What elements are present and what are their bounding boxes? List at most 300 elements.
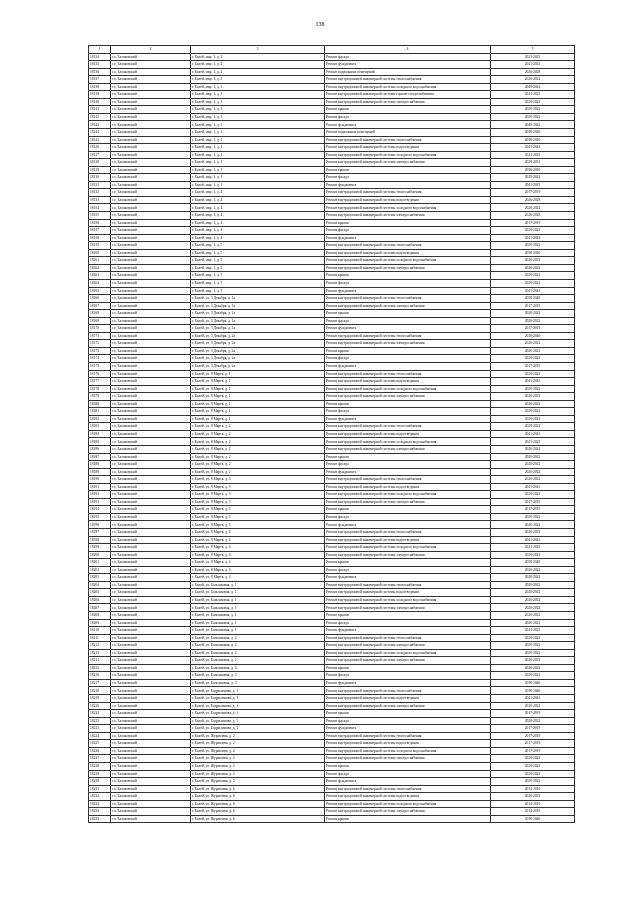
table-row	[89, 521, 575, 529]
address-cell: г. Балей, ул. 8 Марта, д. 4	[191, 544, 325, 552]
work-type-cell: Ремонт внутридомовой инженерной системы холодного водоснабжения	[325, 257, 491, 265]
municipality-cell: г.о. Балаковский	[111, 559, 191, 567]
row-number-cell: 18157	[89, 227, 111, 235]
address-cell: г. Балей, ул. 3 Декабря, д. 1а	[191, 302, 325, 310]
row-number-cell: 18197	[89, 529, 111, 537]
municipality-cell: г.о. Балаковский	[111, 76, 191, 84]
period-cell: 2020-2022	[491, 702, 575, 710]
table-row	[89, 536, 575, 544]
work-type-cell: Ремонт внутридомовой инженерной системы холодного водоснабжения	[325, 800, 491, 808]
row-number-cell: 18171	[89, 332, 111, 340]
period-cell: 2023-2025	[491, 91, 575, 99]
municipality-cell: г.о. Балаковский	[111, 612, 191, 620]
period-cell: 2020-2022	[491, 347, 575, 355]
row-number-cell: 18156	[89, 219, 111, 227]
table-row	[89, 793, 575, 801]
municipality-cell: г.о. Балаковский	[111, 355, 191, 363]
work-type-cell: Ремонт фундамента	[325, 325, 491, 333]
work-type-cell: Ремонт внутридомовой инженерной системы водоотведения	[325, 536, 491, 544]
table-body	[89, 53, 575, 823]
period-cell: 2020-2022	[491, 755, 575, 763]
address-cell: г. Балей, ул. 8 Марта, д. 4	[191, 574, 325, 582]
municipality-cell: г.о. Балаковский	[111, 740, 191, 748]
period-cell: 2038-2040	[491, 679, 575, 687]
work-type-cell: Ремонт фасада	[325, 408, 491, 416]
work-type-cell: Ремонт фасада	[325, 113, 491, 121]
address-cell: г. Балей, ул. 8 Марта, д. 1	[191, 385, 325, 393]
row-number-cell: 18179	[89, 393, 111, 401]
municipality-cell: г.о. Балаковский	[111, 619, 191, 627]
work-type-cell: Ремонт фасада	[325, 279, 491, 287]
table-row	[89, 430, 575, 438]
table-row	[89, 249, 575, 257]
municipality-cell: г.о. Балаковский	[111, 664, 191, 672]
work-type-cell: Ремонт фундамента	[325, 287, 491, 295]
address-cell: г. Балей, ул. 8 Марта, д. 2	[191, 430, 325, 438]
address-cell: г. Балей, ул. Бальзаковая, д. 1	[191, 589, 325, 597]
municipality-cell: г.о. Балаковский	[111, 370, 191, 378]
row-number-cell: 18201	[89, 559, 111, 567]
work-type-cell: Ремонт крыши	[325, 612, 491, 620]
address-cell: г. Балей, мкр. 1, д. 4	[191, 234, 325, 242]
row-number-cell: 18144	[89, 129, 111, 137]
row-number-cell: 18166	[89, 295, 111, 303]
work-type-cell: Ремонт внутридомовой инженерной системы холодного водоснабжения	[325, 747, 491, 755]
work-type-cell: Ремонт внутридомовой инженерной системы водоотведения	[325, 483, 491, 491]
municipality-cell: г.о. Балаковский	[111, 679, 191, 687]
table-row	[89, 61, 575, 69]
table-row	[89, 91, 575, 99]
table-row	[89, 196, 575, 204]
work-type-cell: Ремонт крыши	[325, 310, 491, 318]
work-type-cell: Ремонт фасада	[325, 227, 491, 235]
address-cell: г. Балей, ул. 8 Марта, д. 3	[191, 491, 325, 499]
row-number-cell: 18155	[89, 212, 111, 220]
period-cell: 2020-2022	[491, 619, 575, 627]
work-type-cell: Ремонт внутридомовой инженерной системы теплоснабжения	[325, 189, 491, 197]
work-type-cell: Ремонт подвальных помещений	[325, 129, 491, 137]
address-cell: г. Балей, мкр. 1, д. 5	[191, 279, 325, 287]
work-type-cell: Ремонт крыши	[325, 106, 491, 114]
address-cell: г. Балей, ул. 8 Марта, д. 4	[191, 559, 325, 567]
work-type-cell: Ремонт внутридомовой инженерной системы водоотведения	[325, 695, 491, 703]
municipality-cell: г.о. Балаковский	[111, 317, 191, 325]
municipality-cell: г.о. Балаковский	[111, 279, 191, 287]
row-number-cell: 18165	[89, 287, 111, 295]
table-row	[89, 370, 575, 378]
row-number-cell: 18178	[89, 385, 111, 393]
address-cell: г. Балей, ул. Бальзаковая, д. 1	[191, 612, 325, 620]
municipality-cell: г.о. Балаковский	[111, 695, 191, 703]
work-type-cell: Ремонт внутридомовой инженерной системы электроснабжения	[325, 159, 491, 167]
table-row	[89, 408, 575, 416]
table-row	[89, 121, 575, 129]
municipality-cell: г.о. Балаковский	[111, 476, 191, 484]
address-cell: г. Балей, ул. Журавлева, д. 2	[191, 732, 325, 740]
table-row	[89, 468, 575, 476]
table-row	[89, 83, 575, 91]
work-type-cell: Ремонт внутридомовой инженерной системы теплоснабжения	[325, 370, 491, 378]
municipality-cell: г.о. Балаковский	[111, 166, 191, 174]
table-row	[89, 770, 575, 778]
work-type-cell: Ремонт внутридомовой инженерной системы горячего водоснабжения	[325, 91, 491, 99]
row-number-cell: 18233	[89, 800, 111, 808]
address-cell: г. Балей, ул. Бодрилинова, д. 1	[191, 702, 325, 710]
period-cell: 2041-2043	[491, 144, 575, 152]
address-cell: г. Балей, ул. 8 Марта, д. 2	[191, 445, 325, 453]
address-cell: г. Балей, ул. Бальзаковая, д. 1	[191, 627, 325, 635]
period-cell: 2020-2022	[491, 355, 575, 363]
address-cell: г. Балей, мкр. 1, д. 1	[191, 151, 325, 159]
work-type-cell: Ремонт внутридомовой инженерной системы теплоснабжения	[325, 634, 491, 642]
row-number-cell: 18182	[89, 415, 111, 423]
work-type-cell: Ремонт внутридомовой инженерной системы электроснабжения	[325, 393, 491, 401]
table-row	[89, 717, 575, 725]
period-cell: 2020-2022	[491, 762, 575, 770]
page-number: 138	[315, 22, 325, 28]
work-type-cell: Ремонт внутридомовой инженерной системы теплоснабжения	[325, 295, 491, 303]
municipality-cell: г.о. Балаковский	[111, 710, 191, 718]
work-type-cell: Ремонт фасада	[325, 770, 491, 778]
period-cell: 2041-2043	[491, 483, 575, 491]
table-row	[89, 151, 575, 159]
period-cell: 2020-2022	[491, 672, 575, 680]
municipality-cell: г.о. Балаковский	[111, 91, 191, 99]
municipality-cell: г.о. Балаковский	[111, 574, 191, 582]
address-cell: г. Балей, ул. Бальзаковая, д. 1	[191, 619, 325, 627]
row-number-cell: 18202	[89, 566, 111, 574]
municipality-cell: г.о. Балаковский	[111, 257, 191, 265]
municipality-cell: г.о. Балаковский	[111, 385, 191, 393]
municipality-cell: г.о. Балаковский	[111, 627, 191, 635]
period-cell: 2041-2043	[491, 287, 575, 295]
municipality-cell: г.о. Балаковский	[111, 513, 191, 521]
table-row	[89, 815, 575, 823]
period-cell: 2026-2028	[491, 212, 575, 220]
municipality-cell: г.о. Балаковский	[111, 468, 191, 476]
row-number-cell: 18176	[89, 370, 111, 378]
work-type-cell: Ремонт крыши	[325, 400, 491, 408]
address-cell: г. Балей, ул. Бодрилинова, д. 1	[191, 710, 325, 718]
row-number-cell: 18231	[89, 785, 111, 793]
table-row	[89, 166, 575, 174]
period-cell: 2038-2040	[491, 815, 575, 823]
municipality-cell: г.о. Балаковский	[111, 634, 191, 642]
row-number-cell: 18228	[89, 762, 111, 770]
address-cell: г. Балей, мкр. 1, д. 5	[191, 249, 325, 257]
work-type-cell: Ремонт фундамента	[325, 362, 491, 370]
municipality-cell: г.о. Балаковский	[111, 498, 191, 506]
column-header: 5	[491, 46, 575, 54]
municipality-cell: г.о. Балаковский	[111, 596, 191, 604]
work-type-cell: Ремонт крыши	[325, 272, 491, 280]
address-cell: г. Балей, мкр. 1, д. 1	[191, 181, 325, 189]
row-number-cell: 18223	[89, 725, 111, 733]
period-cell: 2041-2043	[491, 234, 575, 242]
municipality-cell: г.о. Балаковский	[111, 264, 191, 272]
table-row	[89, 619, 575, 627]
address-cell: г. Балей, ул. 8 Марта, д. 1	[191, 408, 325, 416]
table-row	[89, 144, 575, 152]
table-row	[89, 302, 575, 310]
address-cell: г. Балей, ул. Бальзаковая, д. 2	[191, 657, 325, 665]
period-cell: 2020-2022	[491, 793, 575, 801]
row-number-cell: 18229	[89, 770, 111, 778]
work-type-cell: Ремонт фасада	[325, 672, 491, 680]
row-number-cell: 18191	[89, 483, 111, 491]
work-type-cell: Ремонт крыши	[325, 453, 491, 461]
work-type-cell: Ремонт внутридомовой инженерной системы теплоснабжения	[325, 423, 491, 431]
row-number-cell: 18188	[89, 461, 111, 469]
table-row	[89, 695, 575, 703]
municipality-cell: г.о. Балаковский	[111, 310, 191, 318]
municipality-cell: г.о. Балаковский	[111, 61, 191, 69]
work-type-cell: Ремонт фасада	[325, 619, 491, 627]
work-type-cell: Ремонт внутридомовой инженерной системы холодного водоснабжения	[325, 385, 491, 393]
table-header-row	[89, 46, 575, 54]
period-cell: 2020-2022	[491, 106, 575, 114]
table-row	[89, 204, 575, 212]
address-cell: г. Балей, мкр. 1, д. 5	[191, 272, 325, 280]
table-row	[89, 68, 575, 76]
period-cell: 2020-2022	[491, 453, 575, 461]
address-cell: г. Балей, мкр. 1, д. 1	[191, 174, 325, 182]
table-row	[89, 310, 575, 318]
work-type-cell: Ремонт внутридомовой инженерной системы электроснабжения	[325, 642, 491, 650]
row-number-cell: 18160	[89, 249, 111, 257]
row-number-cell: 18174	[89, 355, 111, 363]
municipality-cell: г.о. Балаковский	[111, 204, 191, 212]
address-cell: г. Балей, мкр. 1, д. 3	[191, 91, 325, 99]
row-number-cell: 18232	[89, 793, 111, 801]
address-cell: г. Балей, мкр. 1, д. 5	[191, 242, 325, 250]
work-type-cell: Ремонт крыши	[325, 664, 491, 672]
municipality-cell: г.о. Балаковский	[111, 98, 191, 106]
municipality-cell: г.о. Балаковский	[111, 362, 191, 370]
work-type-cell: Ремонт внутридомовой инженерной системы теплоснабжения	[325, 785, 491, 793]
row-number-cell: 18216	[89, 672, 111, 680]
table-row	[89, 498, 575, 506]
row-number-cell: 18141	[89, 106, 111, 114]
municipality-cell: г.о. Балаковский	[111, 272, 191, 280]
address-cell: г. Балей, мкр. 1, д. 4	[191, 219, 325, 227]
municipality-cell: г.о. Балаковский	[111, 113, 191, 121]
municipality-cell: г.о. Балаковский	[111, 242, 191, 250]
row-number-cell: 18180	[89, 400, 111, 408]
table-row	[89, 295, 575, 303]
row-number-cell: 18143	[89, 121, 111, 129]
work-type-cell: Ремонт внутридомовой инженерной системы теплоснабжения	[325, 732, 491, 740]
table-row	[89, 393, 575, 401]
work-type-cell: Ремонт внутридомовой инженерной системы электроснабжения	[325, 755, 491, 763]
address-cell: г. Балей, мкр. 1, д. 3	[191, 113, 325, 121]
address-cell: г. Балей, ул. Бальзаковая, д. 2	[191, 649, 325, 657]
period-cell: 2020-2022	[491, 317, 575, 325]
row-number-cell: 18205	[89, 589, 111, 597]
row-number-cell: 18234	[89, 808, 111, 816]
period-cell: 2020-2022	[491, 272, 575, 280]
work-type-cell: Ремонт фундамента	[325, 181, 491, 189]
municipality-cell: г.о. Балаковский	[111, 747, 191, 755]
address-cell: г. Балей, мкр. 1, д. 1	[191, 136, 325, 144]
work-type-cell: Ремонт внутридомовой инженерной системы холодного водоснабжения	[325, 438, 491, 446]
address-cell: г. Балей, мкр. 1, д. 3	[191, 98, 325, 106]
work-type-cell: Ремонт внутридомовой инженерной системы теплоснабжения	[325, 242, 491, 250]
table-row	[89, 453, 575, 461]
municipality-cell: г.о. Балаковский	[111, 815, 191, 823]
work-type-cell: Ремонт фундамента	[325, 234, 491, 242]
work-type-cell: Ремонт фасада	[325, 317, 491, 325]
work-type-cell: Ремонт внутридомовой инженерной системы водоотведения	[325, 740, 491, 748]
municipality-cell: г.о. Балаковский	[111, 219, 191, 227]
address-cell: г. Балей, мкр. 1, д. 4	[191, 204, 325, 212]
period-cell: 2026-2028	[491, 68, 575, 76]
municipality-cell: г.о. Балаковский	[111, 521, 191, 529]
work-type-cell: Ремонт фасада	[325, 566, 491, 574]
table-row	[89, 234, 575, 242]
address-cell: г. Балей, мкр. 1, д. 1	[191, 166, 325, 174]
row-number-cell: 18159	[89, 242, 111, 250]
table-row	[89, 212, 575, 220]
municipality-cell: г.о. Балаковский	[111, 642, 191, 650]
municipality-cell: г.о. Балаковский	[111, 53, 191, 61]
period-cell: 2020-2022	[491, 257, 575, 265]
period-cell: 2020-2022	[491, 310, 575, 318]
municipality-cell: г.о. Балаковский	[111, 121, 191, 129]
address-cell: г. Балей, ул. 3 Декабря, д. 1а	[191, 325, 325, 333]
work-type-cell: Ремонт фундамента	[325, 521, 491, 529]
period-cell: 2038-2040	[491, 136, 575, 144]
table-row	[89, 778, 575, 786]
row-number-cell: 18154	[89, 204, 111, 212]
address-cell: г. Балей, ул. 8 Марта, д. 1	[191, 400, 325, 408]
address-cell: г. Балей, ул. Бальзаковая, д. 2	[191, 642, 325, 650]
table-row	[89, 385, 575, 393]
row-number-cell: 18172	[89, 340, 111, 348]
row-number-cell: 18207	[89, 604, 111, 612]
period-cell: 2023-2025	[491, 544, 575, 552]
period-cell: 2040-2042	[491, 83, 575, 91]
work-type-cell: Ремонт внутридомовой инженерной системы теплоснабжения	[325, 687, 491, 695]
address-cell: г. Балей, ул. 8 Марта, д. 4	[191, 529, 325, 537]
row-number-cell: 18200	[89, 551, 111, 559]
municipality-cell: г.о. Балаковский	[111, 800, 191, 808]
municipality-cell: г.о. Балаковский	[111, 762, 191, 770]
table-row	[89, 755, 575, 763]
municipality-cell: г.о. Балаковский	[111, 234, 191, 242]
period-cell: 2038-2040	[491, 166, 575, 174]
address-cell: г. Балей, ул. Журавлева, д. 6	[191, 800, 325, 808]
period-cell: 2020-2022	[491, 76, 575, 84]
work-type-cell: Ремонт внутридомовой инженерной системы электроснабжения	[325, 498, 491, 506]
address-cell: г. Балей, ул. Журавлева, д. 6	[191, 815, 325, 823]
work-type-cell: Ремонт внутридомовой инженерной системы теплоснабжения	[325, 476, 491, 484]
address-cell: г. Балей, ул. 8 Марта, д. 3	[191, 476, 325, 484]
table-row	[89, 785, 575, 793]
row-number-cell: 18138	[89, 83, 111, 91]
period-cell: 2020-2022	[491, 513, 575, 521]
table-row	[89, 710, 575, 718]
table-row	[89, 325, 575, 333]
address-cell: г. Балей, ул. Бодрилинова, д. 1	[191, 695, 325, 703]
table-row	[89, 227, 575, 235]
municipality-cell: г.о. Балаковский	[111, 347, 191, 355]
address-cell: г. Балей, ул. 3 Декабря, д. 1а	[191, 317, 325, 325]
row-number-cell: 18170	[89, 325, 111, 333]
address-cell: г. Балей, ул. Журавлева, д. 2	[191, 755, 325, 763]
work-type-cell: Ремонт внутридомовой инженерной системы водоотведения	[325, 793, 491, 801]
period-cell: 2041-2043	[491, 181, 575, 189]
table-row	[89, 340, 575, 348]
row-number-cell: 18177	[89, 378, 111, 386]
municipality-cell: г.о. Балаковский	[111, 144, 191, 152]
row-number-cell: 18212	[89, 642, 111, 650]
row-number-cell: 18140	[89, 98, 111, 106]
work-type-cell: Ремонт фундамента	[325, 679, 491, 687]
row-number-cell: 18220	[89, 702, 111, 710]
municipality-cell: г.о. Балаковский	[111, 445, 191, 453]
table-row	[89, 219, 575, 227]
column-header: 1	[89, 46, 111, 54]
period-cell: 2020-2022	[491, 521, 575, 529]
row-number-cell: 18189	[89, 468, 111, 476]
table-row	[89, 506, 575, 514]
table-row	[89, 649, 575, 657]
work-type-cell: Ремонт внутридомовой инженерной системы водоотведения	[325, 378, 491, 386]
work-type-cell: Ремонт внутридомовой инженерной системы холодного водоснабжения	[325, 649, 491, 657]
row-number-cell: 18227	[89, 755, 111, 763]
period-cell: 2023-2025	[491, 151, 575, 159]
period-cell: 2041-2043	[491, 61, 575, 69]
work-type-cell: Ремонт крыши	[325, 762, 491, 770]
table-row	[89, 174, 575, 182]
work-type-cell: Ремонт внутридомовой инженерной системы электроснабжения	[325, 445, 491, 453]
address-cell: г. Балей, ул. 3 Декабря, д. 1а	[191, 295, 325, 303]
table-row	[89, 242, 575, 250]
work-type-cell: Ремонт крыши	[325, 559, 491, 567]
municipality-cell: г.о. Балаковский	[111, 295, 191, 303]
table-row	[89, 317, 575, 325]
municipality-cell: г.о. Балаковский	[111, 732, 191, 740]
address-cell: г. Балей, ул. 8 Марта, д. 4	[191, 566, 325, 574]
address-cell: г. Балей, ул. 8 Марта, д. 2	[191, 468, 325, 476]
municipality-cell: г.о. Балаковский	[111, 483, 191, 491]
table-row	[89, 423, 575, 431]
table-row	[89, 476, 575, 484]
municipality-cell: г.о. Балаковский	[111, 536, 191, 544]
period-cell: 2020-2022	[491, 385, 575, 393]
period-cell: 2041-2043	[491, 378, 575, 386]
period-cell: 2029-2031	[491, 159, 575, 167]
work-type-cell: Ремонт внутридомовой инженерной системы электроснабжения	[325, 98, 491, 106]
address-cell: г. Балей, ул. 8 Марта, д. 4	[191, 536, 325, 544]
municipality-cell: г.о. Балаковский	[111, 212, 191, 220]
row-number-cell: 18129	[89, 166, 111, 174]
municipality-cell: г.о. Балаковский	[111, 725, 191, 733]
work-type-cell: Ремонт фундамента	[325, 415, 491, 423]
work-type-cell: Ремонт внутридомовой инженерной системы электроснабжения	[325, 604, 491, 612]
table-row	[89, 672, 575, 680]
column-header: 4	[325, 46, 491, 54]
table-row	[89, 159, 575, 167]
period-cell: 2014-2016	[491, 808, 575, 816]
row-number-cell: 18195	[89, 513, 111, 521]
table-row	[89, 596, 575, 604]
table-row	[89, 106, 575, 114]
period-cell: 2023-2025	[491, 627, 575, 635]
work-type-cell: Ремонт фундамента	[325, 61, 491, 69]
table-row	[89, 604, 575, 612]
